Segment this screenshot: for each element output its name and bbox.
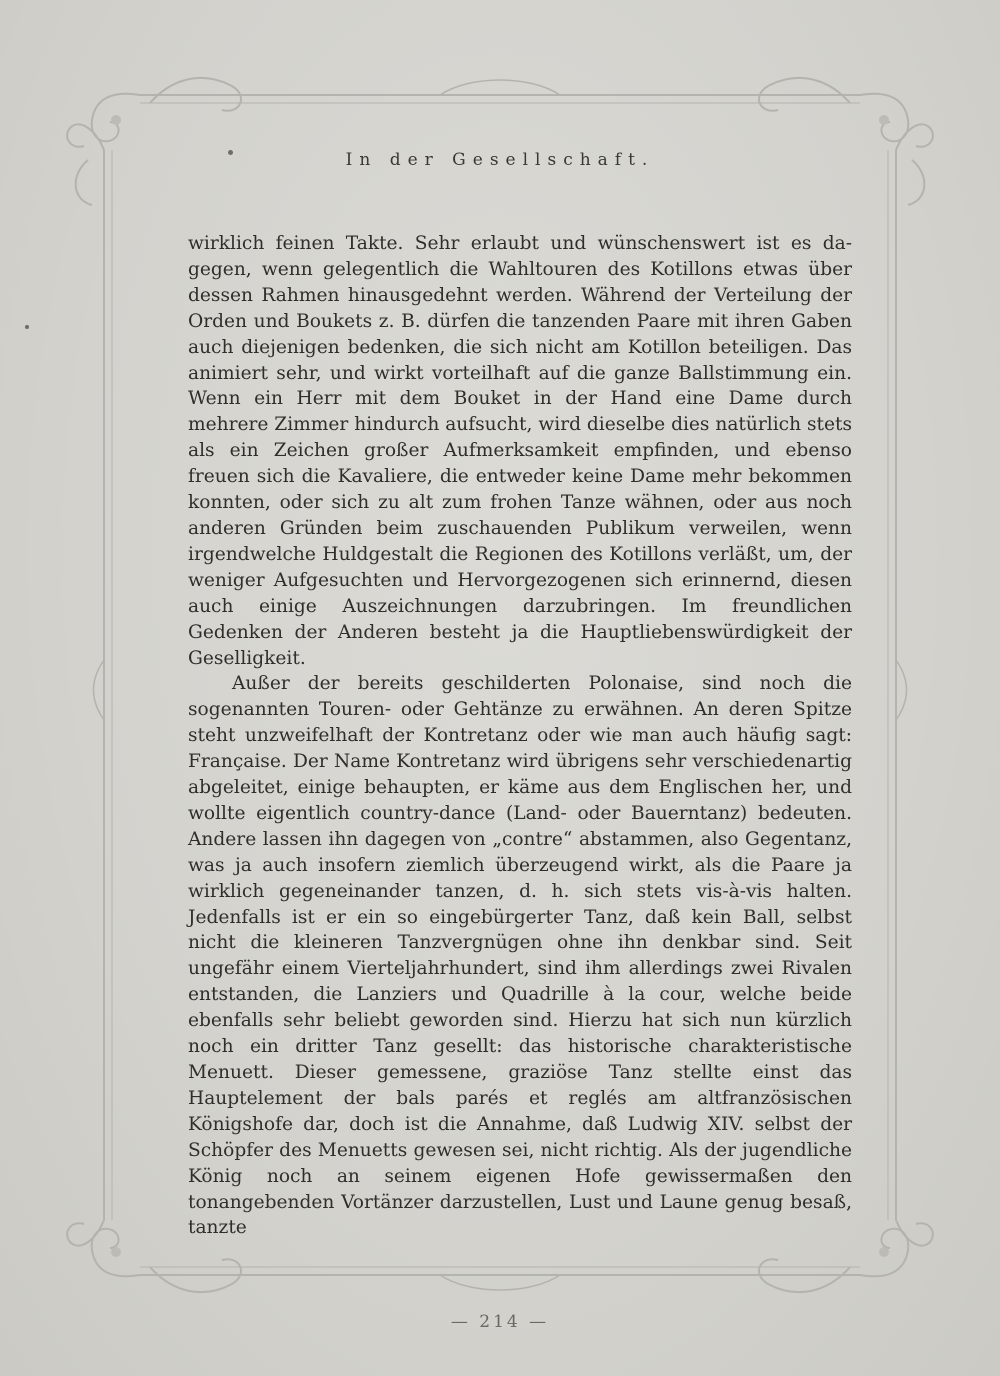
paragraph: wirklich feinen Takte. Sehr erlaubt und wünschenswert ist es dagegen, wenn gelegentlich die Wahltouren des Kotillons etwas über dessen Rahmen hinausgedehnt werden. Während der Verteilung der Orden und Boukets z. B. dürfen die tanzenden Paare mit ihren Gaben auch diejenigen bedenken, die sich nicht am Kotillon beteiligen. Das animiert sehr, und wirkt vorteilhaft auf die ganze Ballstimmung ein. Wenn ein Herr mit dem Bouket in der Hand eine Dame durch mehrere Zimmer hindurch aufsucht, wird dieselbe dies natürlich stets als ein Zeichen großer Aufmerksamkeit empfinden, und ebenso freuen sich die Kavaliere, die entweder keine Dame mehr bekommen konnten, oder sich zu alt zum frohen Tanze wähnen, oder aus noch anderen Gründen beim zuschauenden Publikum verweilen, wenn irgendwelche Huldgestalt die Regionen des Kotillons verläßt, um, der weniger Aufgesuchten und Hervorgezogenen sich erinnernd, diesen auch einige Auszeichnungen darzubringen. Im freundlichen Gedenken der Anderen besteht ja die Hauptliebenswürdigkeit der Geselligkeit. — [188, 233, 852, 669]
running-head: In der Gesellschaft. — [345, 150, 655, 170]
ink-speck — [228, 150, 233, 155]
body-text — [188, 231, 852, 1239]
ink-speck — [25, 325, 29, 329]
paragraph: Außer der bereits geschilderten Polonaise, sind noch die sogenannten Touren- oder Gehtänze zu erwähnen. An deren Spitze steht unzweifelhaft der Kontretanz oder wie man auch häufig sagt: Française. Der Name Kontretanz wird übrigens sehr verschiedenartig abgeleitet, einige behaupten, er käme aus dem Englischen her, und wollte eigentlich country-dance (Land- oder Bauerntanz) bedeuten. Andere lassen ihn dagegen von „contre“ abstammen, also Gegentanz, was ja auch insofern ziemlich überzeugend wirkt, als die Paare ja wirklich gegeneinander tanzen, d. h. sich stets vis-à-vis halten. Jedenfalls ist er ein so eingebürgerter Tanz, daß kein Ball, selbst nicht die kleineren Tanzvergnügen ohne ihn denkbar sind. Seit ungefähr einem Vierteljahrhundert, sind ihm allerdings zwei Rivalen entstanden, die Lanziers und Quadrille à la cour, welche beide ebenfalls sehr beliebt geworden sind. Hierzu hat sich nun kürzlich noch ein dritter Tanz gesellt: das historische charakteristische Menuett. Dieser gemessene, graziöse Tanz stellte einst das Hauptelement der bals parés et reglés am altfranzösischen Königshofe dar, doch ist die Annahme, daß Ludwig XIV. selbst der Schöpfer des Menuetts gewesen sei, nicht richtig. Als der jugendliche König noch an seinem eigenen Hofe gewissermaßen den tonangebenden Vortänzer darzustellen, Lust und Laune genug besaß, tanzte — [188, 673, 852, 1239]
page-number: — 214 — — [450, 1312, 550, 1332]
